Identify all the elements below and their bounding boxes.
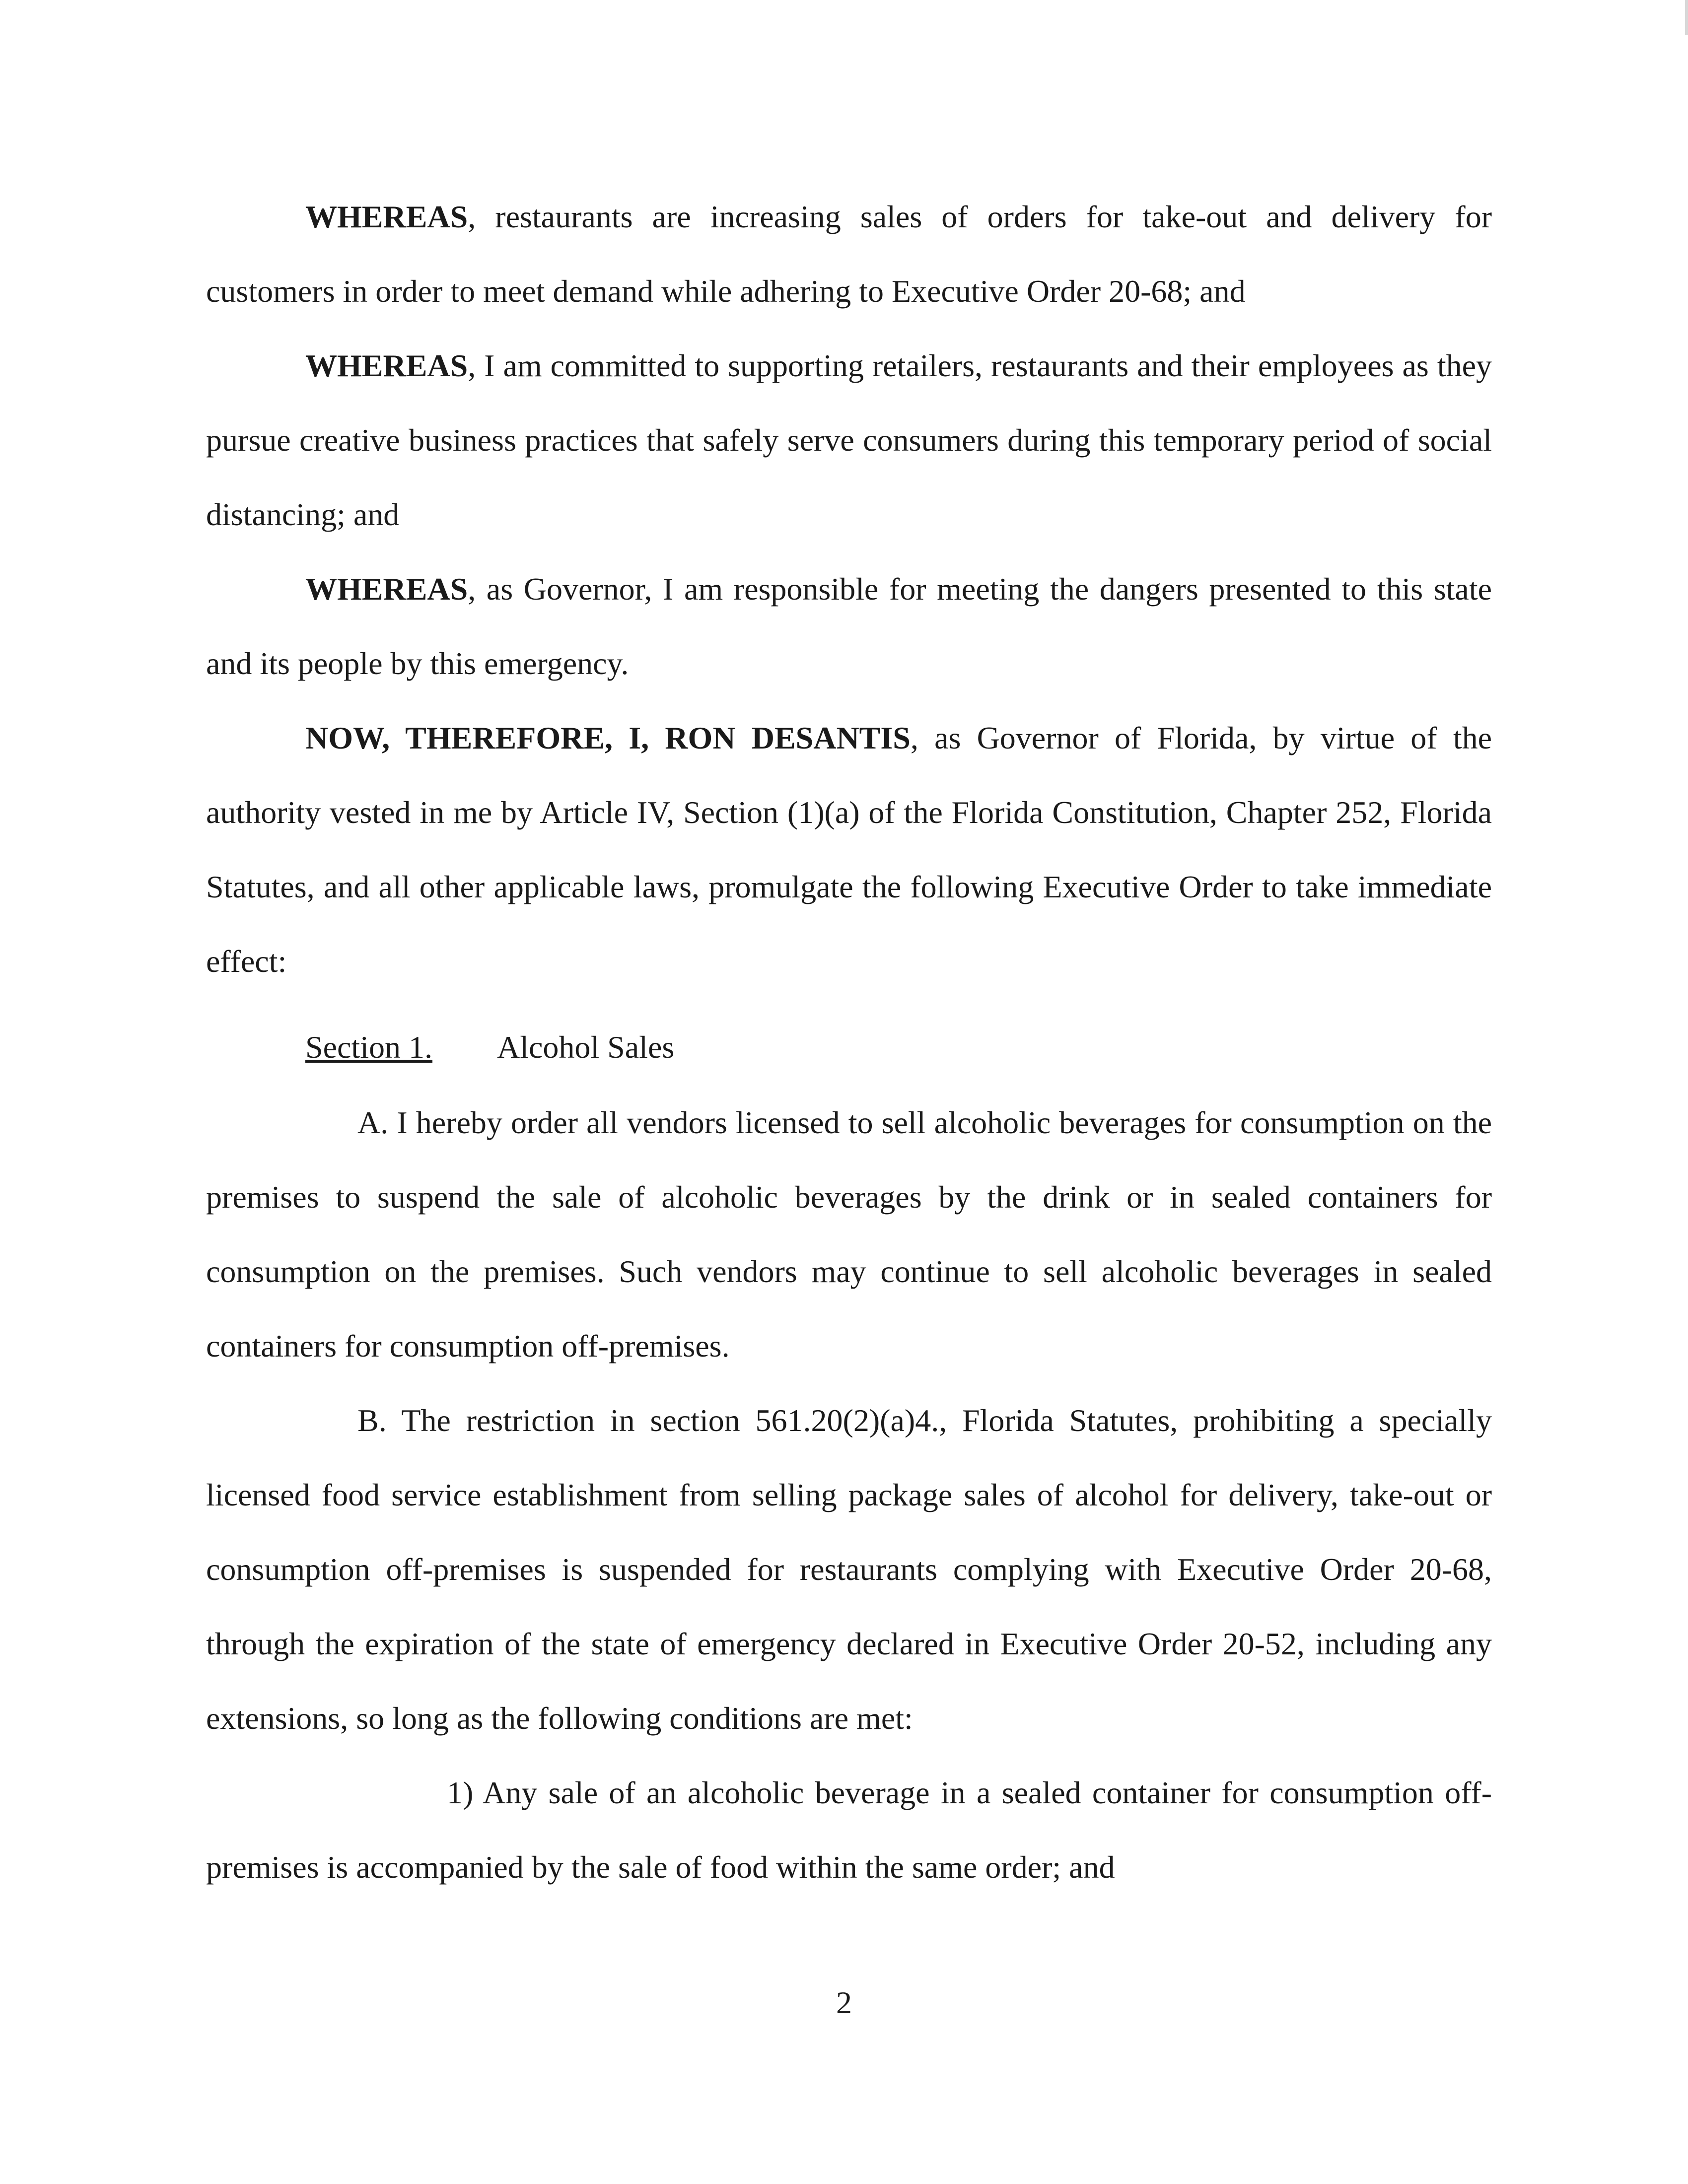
item-b-paragraph: B. The restriction in section 561.20(2)(a)4., Florida Statutes, prohibiting a specially licensed food service establishment from selling package sales of alcohol for delivery, take-out or consumption off-premises is suspended for restaurants complying with Executive Order 20-68, through the expiration of the state of emergency declared in Executive Order 20-52, including any extensions, so long as the following conditions are met: — [206, 1403, 1492, 1736]
whereas-paragraph-1 — [206, 180, 1492, 329]
whereas-lead: WHEREAS — [305, 199, 468, 234]
page-number: 2 — [836, 1985, 852, 2020]
whereas-text: , I am committed to supporting retailers, restaurants and their employees as they pursue creative business practices that safely serve consumers during this temporary period of social distancing; and — [206, 348, 1492, 532]
whereas-paragraph-2 — [206, 329, 1492, 552]
section-title: Alcohol Sales — [496, 1029, 675, 1065]
whereas-text: , as Governor, I am responsible for meeting the dangers presented to this state and its people by this emergency. — [206, 571, 1492, 681]
now-therefore-paragraph — [206, 701, 1492, 999]
whereas-lead: WHEREAS — [305, 348, 468, 383]
item-a-paragraph: A. I hereby order all vendors licensed to sell alcoholic beverages for consumption on the premises to suspend the sale of alcoholic beverages by the drink or in sealed containers for consumption on the premises. Such vendors may continue to sell alcoholic beverages in sealed containers for consumption off-premises. — [206, 1105, 1492, 1364]
now-therefore-lead: NOW, THEREFORE, I, RON DESANTIS — [305, 720, 911, 755]
whereas-lead: WHEREAS — [305, 571, 468, 607]
whereas-paragraph-3 — [206, 552, 1492, 701]
section-number: Section 1. — [305, 1029, 432, 1065]
scan-edge-mark — [1685, 0, 1688, 35]
section-heading — [305, 1010, 674, 1085]
now-therefore-text: , as Governor of Florida, by virtue of the authority vested in me by Article IV, Section (1)(a) of the Florida Constitution, Chapter 252, Florida Statutes, and all other applicable laws, promulgate the following Executive Order to take immediate effect: — [206, 720, 1492, 979]
condition-1-paragraph: 1) Any sale of an alcoholic beverage in a sealed container for consumption off-premises is accompanied by the sale of food within the same order; and — [206, 1775, 1492, 1885]
whereas-text: , restaurants are increasing sales of orders for take-out and delivery for customers in order to meet demand while adhering to Executive Order 20-68; and — [206, 199, 1492, 309]
